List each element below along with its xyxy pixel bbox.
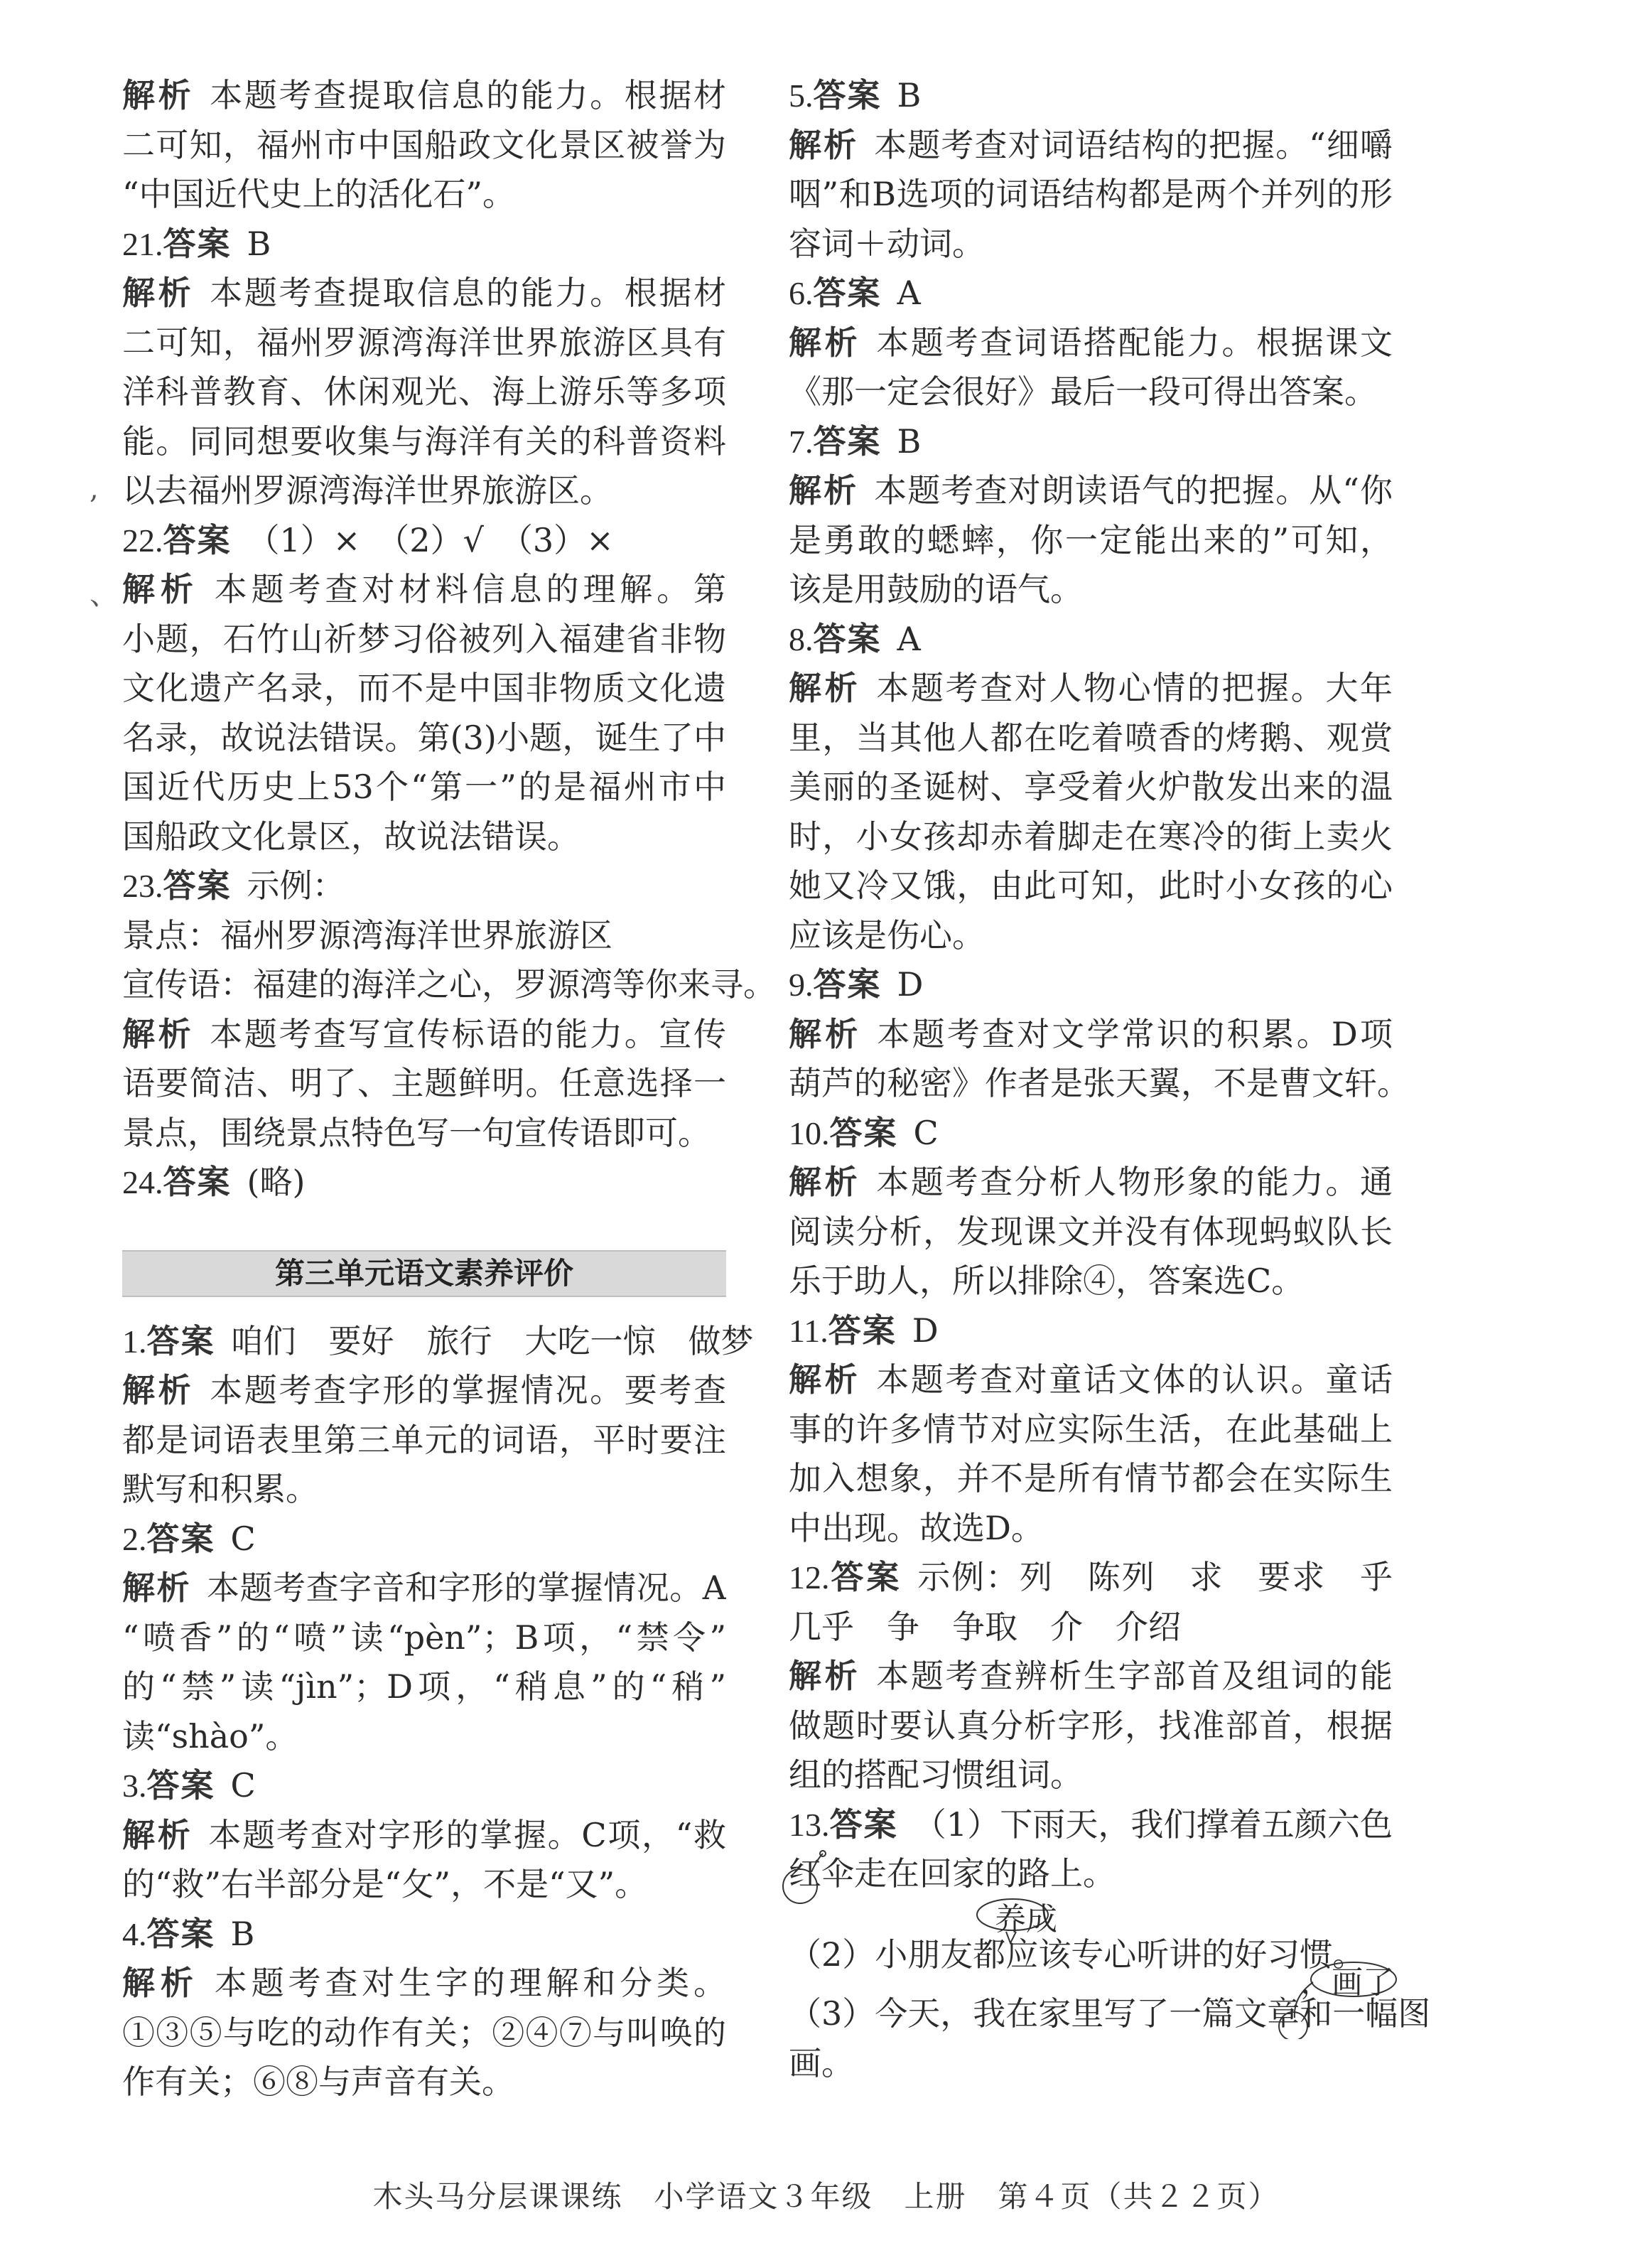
line-text: 文化遗产名录，而不是中国非物质文化遗 [122, 669, 726, 707]
text-line [789, 516, 1393, 566]
answer-label: 答案 [828, 1311, 897, 1350]
analysis-label: 解析 [789, 1360, 861, 1399]
text-line [789, 812, 1393, 862]
line-text: B [247, 224, 271, 263]
line-text: 里，当其他人都在吃着喷香的烤鹅、观赏 [789, 718, 1393, 757]
text-line [789, 861, 1393, 911]
line-text: B [897, 76, 922, 114]
text-line [122, 1059, 726, 1109]
analysis-label: 解析 [122, 1014, 195, 1053]
text-line [122, 1366, 726, 1416]
analysis-label: 解析 [122, 1964, 199, 2002]
text-line [789, 1454, 1393, 1504]
page-footer: 木头马分层课课练 小学语文３年级 上册 第４页（共２２页） [372, 2179, 1280, 2214]
line-text: （1）下雨天，我们撑着五颜六色 [913, 1805, 1393, 1844]
answer-label: 答案 [829, 1113, 898, 1152]
q13-line-4: 画。 [789, 2043, 854, 2082]
question-number: 22. [122, 522, 163, 559]
answer-label: 答案 [146, 1766, 215, 1805]
text-line [122, 1712, 726, 1762]
line-text: (略) [247, 1163, 306, 1201]
line-text: 本题考查字形的掌握情况。要考查 [210, 1371, 726, 1409]
text-line [789, 1553, 1393, 1603]
margin-tick-mark: , [90, 473, 99, 505]
section-banner: 第三单元语文素养评价 [122, 1250, 726, 1297]
text-line [789, 911, 1393, 961]
line-text: 做题时要认真分析字形，找准部首，根据 [789, 1706, 1393, 1745]
line-text: 几乎 争 争取 介 介绍 [789, 1607, 1181, 1646]
text-line [789, 367, 1393, 417]
line-text: C [913, 1113, 939, 1152]
question-number: 3. [122, 1768, 147, 1804]
line-text: 时，小女孩却赤着脚走在寒冷的街上卖火 [789, 817, 1393, 856]
text-line [789, 121, 1393, 171]
line-text: 名录，故说法错误。第(3)小题，诞生了中 [122, 718, 726, 757]
text-line [122, 911, 726, 961]
line-text: 事的许多情节对应实际生活，在此基础上 [789, 1409, 1393, 1448]
text-line [122, 960, 776, 1010]
text-line [789, 1306, 1393, 1356]
analysis-label: 解析 [122, 570, 199, 608]
text-line [122, 220, 726, 269]
line-text: “中国近代史上的活化石”。 [122, 175, 516, 213]
analysis-label: 解析 [122, 274, 195, 312]
text-line [789, 960, 1393, 1010]
answer-label: 答案 [146, 1321, 215, 1360]
margin-tick-mark: 、 [90, 579, 118, 611]
text-line [122, 71, 726, 121]
left-answer-block-1 [122, 71, 776, 1208]
answer-label: 答案 [813, 76, 882, 114]
text-line [789, 466, 1393, 516]
line-text: A [897, 619, 921, 658]
question-number: 12. [789, 1559, 830, 1596]
line-text: 是勇敢的蟋蟀，你一定能出来的”可知， [789, 520, 1393, 559]
right-answer-block [789, 71, 1410, 1899]
question-number: 1. [122, 1323, 147, 1360]
text-line [789, 714, 1393, 763]
text-line [122, 516, 726, 566]
left-column [122, 71, 776, 2107]
line-text: 的“救”右半部分是“攵”，不是“又”。 [122, 1865, 648, 1903]
line-text: 默写和积累。 [122, 1470, 318, 1508]
line-text: 本题考查分析人物形象的能力。通 [876, 1163, 1393, 1201]
text-line [122, 714, 726, 763]
question-number: 8. [789, 620, 814, 657]
line-text: 《那一定会很好》最后一段可得出答案。 [789, 372, 1377, 411]
line-text: B [230, 1914, 255, 1953]
line-text: 组的搭配习惯组词。 [789, 1755, 1083, 1794]
text-line [789, 1010, 1393, 1060]
text-line [122, 1860, 726, 1910]
text-line [122, 1564, 726, 1613]
question-number: 23. [122, 868, 163, 904]
line-text: 加入想象，并不是所有情节都会在实际生 [789, 1459, 1393, 1497]
analysis-label: 解析 [122, 1371, 195, 1409]
line-text: C [230, 1766, 256, 1805]
line-text: 读“shào”。 [122, 1716, 298, 1755]
answer-label: 答案 [829, 1558, 902, 1596]
question-number: 13. [789, 1806, 830, 1843]
analysis-label: 解析 [789, 669, 861, 707]
text-line [789, 1257, 1393, 1306]
text-line [122, 1515, 726, 1564]
analysis-label: 解析 [122, 1569, 192, 1607]
analysis-label: 解析 [789, 1163, 861, 1201]
line-text: ①③⑤与吃的动作有关；②④⑦与叫唤的 [122, 2013, 726, 2052]
text-line [789, 269, 1393, 318]
line-text: B [897, 421, 922, 461]
text-line [789, 1059, 1410, 1109]
line-text: 本题考查提取信息的能力。根据材 [210, 274, 726, 312]
line-text: 作有关；⑥⑧与声音有关。 [122, 2063, 514, 2101]
text-line [789, 1750, 1393, 1800]
text-line [789, 417, 1393, 467]
line-text: 本题考查写宣传标语的能力。宣传 [210, 1014, 726, 1053]
line-text: 语要简洁、明了、主题鲜明。任意选择一 [122, 1064, 726, 1102]
answer-label: 答案 [813, 965, 882, 1004]
text-line [789, 1504, 1393, 1554]
text-line [789, 1208, 1393, 1257]
line-text: 容词＋动词。 [789, 224, 985, 263]
q13-sentence-3: （3）今天，我在家里写了一篇文章和一幅图 [789, 1994, 1431, 2033]
edit-insert-word-3: ，画了 [1300, 1964, 1394, 2001]
line-text: 二可知，福州市中国船政文化景区被誉为 [122, 125, 726, 164]
text-line [122, 121, 726, 171]
line-text: 应该是伤心。 [789, 915, 985, 954]
line-text: 她又冷又饿，由此可知，此时小女孩的心 [789, 866, 1393, 905]
line-text: （1）× （2）√ （3）× [247, 520, 614, 559]
line-text: 本题考查字音和字形的掌握情况。A [207, 1569, 726, 1607]
text-line [789, 170, 1393, 220]
text-line [789, 1405, 1393, 1455]
text-line [122, 1910, 726, 1959]
text-line [122, 763, 726, 812]
line-text: 美丽的圣诞树、享受着火炉散发出来的温 [789, 768, 1393, 806]
text-line [789, 615, 1393, 665]
line-text: 本题考查提取信息的能力。根据材 [210, 76, 726, 114]
text-line [122, 1416, 726, 1465]
analysis-label: 解析 [789, 471, 859, 510]
text-line [789, 1158, 1393, 1208]
text-line [789, 1701, 1393, 1751]
text-line [122, 1010, 726, 1060]
text-line [122, 1465, 726, 1515]
line-text: 国近代历史上53个“第一”的是福州市中 [122, 768, 726, 806]
text-line [122, 1158, 726, 1208]
text-line [122, 1109, 726, 1158]
line-text: 该是用鼓励的语气。 [789, 570, 1083, 608]
q13-sentence-2: （2）小朋友都应该专心听讲的好习惯。 [789, 1935, 1366, 1974]
line-text: 国船政文化景区，故说法错误。 [122, 817, 580, 856]
text-line [789, 318, 1393, 368]
line-text: 小题，石竹山祈梦习俗被列入福建省非物 [122, 619, 726, 658]
answer-label: 答案 [163, 1163, 232, 1201]
question-number: 7. [789, 423, 814, 460]
line-text: “喷香”的“喷”读“pèn”；B项，“禁令” [122, 1618, 726, 1657]
answer-label: 答案 [813, 274, 882, 312]
line-text: D [897, 965, 924, 1004]
edit-circle-mark-q13 [780, 1846, 837, 1910]
line-text: 本题考查对文学常识的积累。D项 [877, 1014, 1393, 1053]
text-line [122, 466, 726, 516]
analysis-label: 解析 [789, 125, 859, 164]
line-text: 示例：列 陈列 求 要求 乎 [917, 1558, 1393, 1596]
text-line [122, 664, 726, 714]
text-line [122, 2008, 726, 2058]
answer-label: 答案 [163, 224, 232, 263]
analysis-label: 解析 [789, 1014, 862, 1053]
text-line [122, 1761, 726, 1811]
analysis-label: 解析 [122, 76, 195, 114]
question-number: 10. [789, 1114, 830, 1151]
text-line [122, 812, 726, 862]
line-text: 咽”和B选项的词语结构都是两个并列的形 [789, 175, 1393, 213]
line-text: 本题考查对材料信息的理解。第 [214, 570, 726, 608]
text-line [122, 2058, 726, 2107]
text-line [122, 170, 726, 220]
analysis-label: 解析 [122, 1815, 193, 1854]
text-line [122, 615, 726, 665]
text-line [122, 367, 726, 417]
line-text: 以去福州罗源湾海洋世界旅游区。 [122, 471, 612, 510]
text-line [122, 417, 726, 467]
line-text: 阅读分析，发现课文并没有体现蚂蚁队长 [789, 1212, 1393, 1251]
edit-insert-word-2: 养成 [995, 1900, 1057, 1937]
question-number: 2. [122, 1520, 147, 1557]
line-text: 本题考查对人物心情的把握。大年 [876, 669, 1393, 707]
line-text: C [230, 1519, 256, 1558]
answer-label: 答案 [813, 421, 882, 461]
analysis-label: 解析 [789, 1657, 861, 1695]
question-number: 11. [789, 1312, 828, 1349]
text-line [789, 1355, 1393, 1405]
q13-line-3 [789, 1964, 1431, 2039]
question-number: 21. [122, 225, 163, 262]
text-line [789, 1652, 1393, 1701]
answer-label: 答案 [146, 1914, 215, 1953]
line-text: D [912, 1311, 939, 1350]
line-text: 能。同同想要收集与海洋有关的科普资料 [122, 421, 726, 461]
line-text: A [897, 274, 921, 312]
text-line [122, 1811, 726, 1861]
text-line [122, 565, 726, 615]
answer-label: 答案 [813, 619, 882, 658]
question-number: 6. [789, 275, 814, 311]
line-text: 景点：福州罗源湾海洋世界旅游区 [122, 915, 612, 954]
text-line [789, 1800, 1393, 1850]
answer-label: 答案 [146, 1519, 215, 1558]
right-column [789, 71, 1431, 2088]
line-text: 本题考查对字形的掌握。C项，“救 [208, 1815, 726, 1854]
line-text: 本题考查对童话文体的认识。童话 [876, 1360, 1393, 1399]
text-line [789, 763, 1393, 812]
text-line [789, 1603, 1393, 1652]
line-text: 本题考查对生字的理解和分类。 [214, 1964, 726, 2002]
analysis-label: 解析 [789, 323, 861, 362]
question-number: 4. [122, 1915, 147, 1952]
line-text: 本题考查对朗读语气的把握。从“你 [874, 471, 1393, 510]
text-line [789, 565, 1393, 615]
line-text: 的“禁”读“jìn”；D项，“稍息”的“稍” [122, 1667, 726, 1706]
left-answer-block-2 [122, 1317, 754, 2107]
line-text: 二可知，福州罗源湾海洋世界旅游区具有 [122, 323, 726, 362]
text-line [789, 1109, 1393, 1158]
text-line [122, 269, 726, 318]
text-line [122, 861, 726, 911]
line-text: 都是词语表里第三单元的词语，平时要注 [122, 1420, 726, 1459]
line-text: 示例： [247, 866, 345, 905]
text-line [122, 318, 726, 368]
line-text: 咱们 要好 旅行 大吃一惊 做梦 [230, 1321, 754, 1360]
line-text: 中出现。故选D。 [789, 1508, 1044, 1547]
answer-label: 答案 [163, 866, 232, 905]
line-text: 洋科普教育、休闲观光、海上游乐等多项 [122, 372, 726, 411]
line-text: 乐于助人，所以排除④，答案选C。 [789, 1262, 1305, 1300]
question-number: 24. [122, 1164, 163, 1200]
line-text: 本题考查对词语结构的把握。“细嚼 [874, 125, 1393, 164]
line-text: 葫芦的秘密》作者是张天翼，不是曹文轩。 [789, 1064, 1410, 1102]
question-number: 9. [789, 967, 814, 1003]
answer-label: 答案 [829, 1805, 898, 1844]
line-text: 宣传语：福建的海洋之心，罗源湾等你来寻。 [122, 965, 776, 1004]
line-text: 红伞走在回家的路上。 [789, 1854, 1116, 1893]
text-line [789, 71, 1393, 121]
text-line [789, 1849, 1393, 1899]
text-line [122, 1317, 754, 1367]
question-number: 5. [789, 77, 814, 114]
answer-label: 答案 [163, 520, 232, 559]
text-line [789, 220, 1393, 269]
line-text: 本题考查辨析生字部首及组词的能 [876, 1657, 1393, 1695]
text-line [122, 1613, 726, 1663]
line-text: 本题考查词语搭配能力。根据课文 [876, 323, 1393, 362]
line-text: 景点，围绕景点特色写一句宣传语即可。 [122, 1113, 711, 1152]
text-line [122, 1662, 726, 1712]
text-line [122, 1959, 726, 2008]
text-line [789, 664, 1393, 714]
